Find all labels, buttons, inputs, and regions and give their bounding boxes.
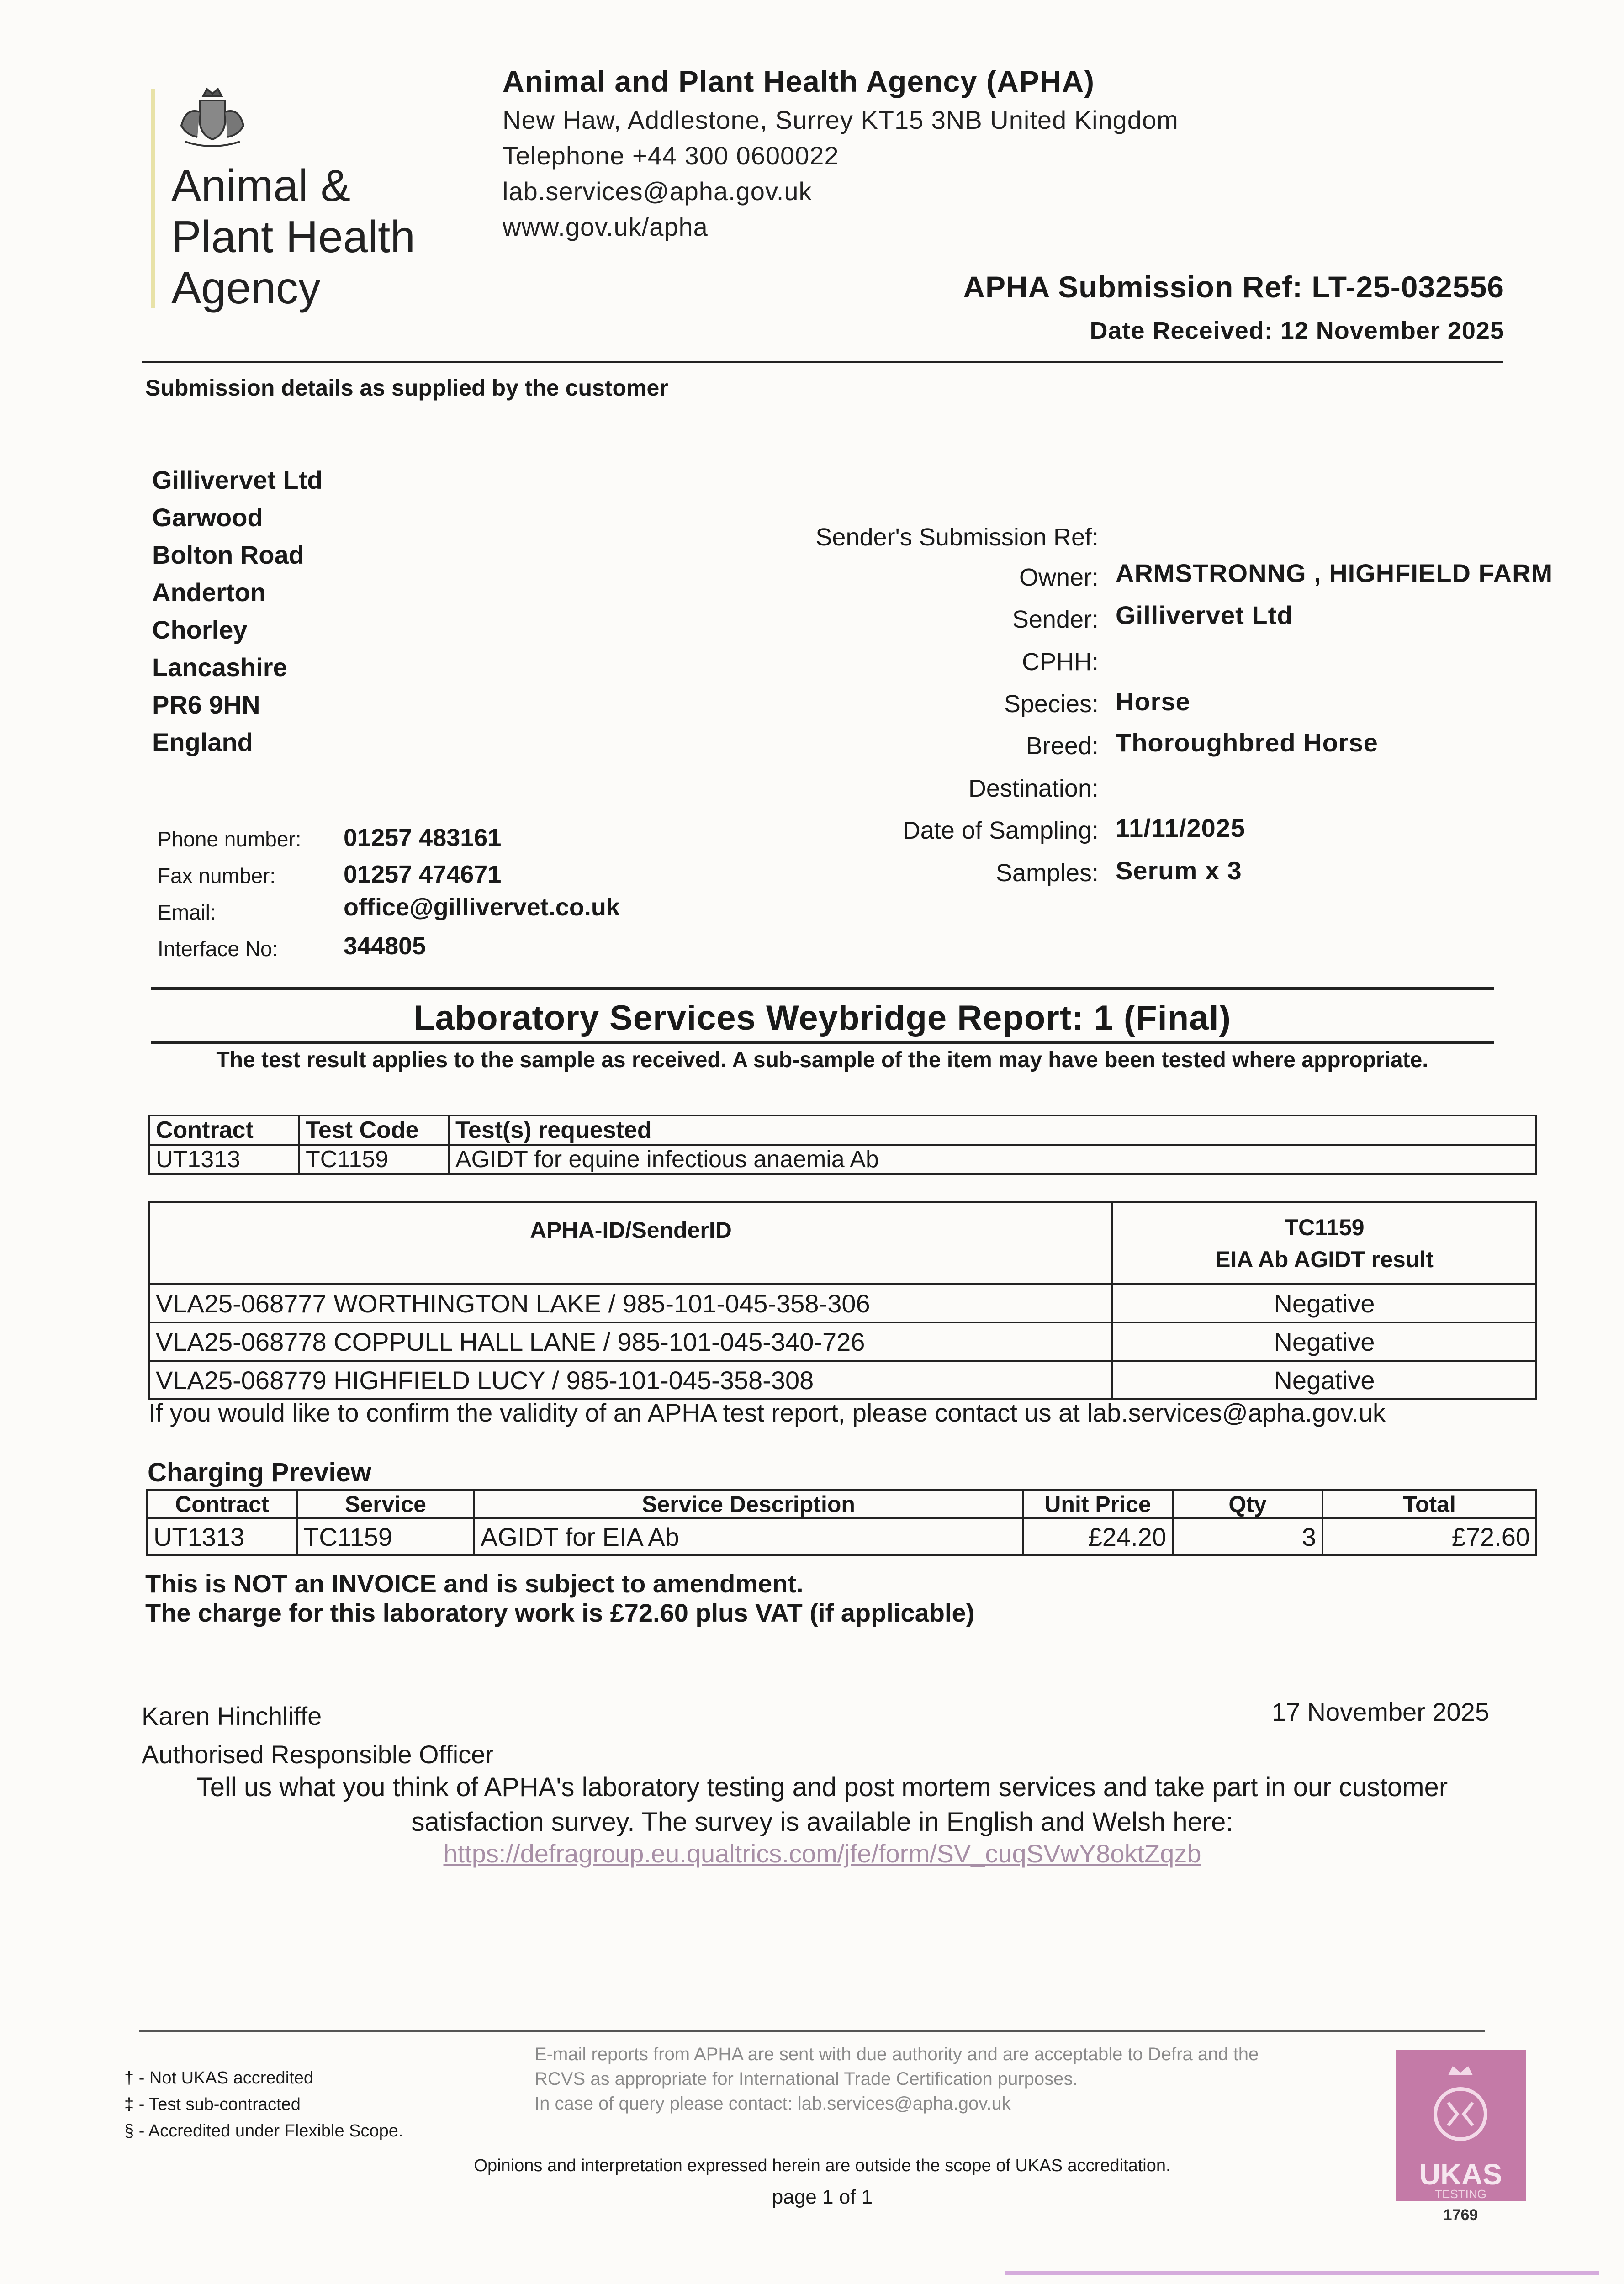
address-line: England <box>152 728 253 756</box>
submission-ref: APHA Submission Ref: LT-25-032556 <box>963 270 1504 304</box>
fax-label: Fax number: <box>158 864 276 888</box>
charge-cell-description: AGIDT for EIA Ab <box>474 1518 1023 1555</box>
email-value: office@gillivervet.co.uk <box>344 894 620 921</box>
fax-value: 01257 474671 <box>344 861 502 888</box>
owner-value: ARMSTRONNG , HIGHFIELD FARM <box>1116 559 1553 587</box>
report-note: The test result applies to the sample as received. A sub-sample of the item may have been tested where appropriate. <box>216 1048 1428 1072</box>
table-row <box>149 1284 1536 1322</box>
table-row <box>149 1145 1536 1174</box>
agency-email: lab.services@apha.gov.uk <box>503 177 812 206</box>
address-line: Bolton Road <box>152 540 304 569</box>
legend-item: § - Accredited under Flexible Scope. <box>124 2121 403 2141</box>
charge-text: The charge for this laboratory work is £72.60 plus VAT (if applicable) <box>145 1598 975 1627</box>
senders-ref-label: Sender's Submission Ref: <box>815 523 1099 551</box>
signatory-role: Authorised Responsible Officer <box>142 1740 494 1769</box>
ukas-logo <box>1396 2050 1526 2201</box>
report-title: Laboratory Services Weybridge Report: 1 (Final) <box>413 999 1231 1037</box>
charge-cell-service: TC1159 <box>297 1518 474 1555</box>
charge-cell-total: £72.60 <box>1322 1518 1536 1555</box>
email-label: Email: <box>158 900 216 924</box>
result-value: Negative <box>1112 1322 1536 1361</box>
tests-header-requested: Test(s) requested <box>449 1116 1536 1145</box>
survey-link[interactable]: https://defragroup.eu.qualtrics.com/jfe/form/SV_cuqSVwY8oktZqzb <box>443 1839 1201 1868</box>
tests-table <box>148 1115 1537 1175</box>
ukas-sub: TESTING <box>1435 2187 1486 2201</box>
submission-heading: Submission details as supplied by the customer <box>145 375 668 401</box>
charge-cell-contract: UT1313 <box>147 1518 297 1555</box>
sampling-date-value: 11/11/2025 <box>1116 814 1246 842</box>
samples-label: Samples: <box>995 859 1099 887</box>
results-header-id: APHA-ID/SenderID <box>149 1202 1112 1284</box>
address-line: PR6 9HN <box>152 690 260 719</box>
charge-cell-unit-price: £24.20 <box>1023 1518 1173 1555</box>
tests-header-contract: Contract <box>149 1116 299 1145</box>
charge-header-unit-price: Unit Price <box>1023 1490 1173 1518</box>
agency-address: New Haw, Addlestone, Surrey KT15 3NB United Kingdom <box>503 106 1179 134</box>
logo-divider <box>151 89 155 308</box>
species-value: Horse <box>1116 687 1190 716</box>
cphh-label: CPHH: <box>1021 648 1099 676</box>
footer-legend <box>124 2065 403 2144</box>
result-id: VLA25-068777 WORTHINGTON LAKE / 985-101-045-358-306 <box>149 1284 1112 1322</box>
breed-label: Breed: <box>1026 732 1099 760</box>
result-value: Negative <box>1112 1284 1536 1322</box>
address-line: Gillivervet Ltd <box>152 465 323 494</box>
bottom-edge-strip <box>1005 2271 1599 2275</box>
validity-text: If you would like to confirm the validity of an APHA test report, please contact us at lab.services@apha.gov.uk <box>148 1398 1386 1427</box>
royal-crest-icon <box>171 85 254 153</box>
charging-title: Charging Preview <box>148 1458 371 1487</box>
phone-label: Phone number: <box>158 827 302 851</box>
sampling-date-label: Date of Sampling: <box>902 817 1099 844</box>
table-row <box>149 1322 1536 1361</box>
signatory-name: Karen Hinchliffe <box>142 1702 322 1730</box>
legend-item: † - Not UKAS accredited <box>124 2068 313 2088</box>
charge-header-contract: Contract <box>147 1490 297 1518</box>
phone-value: 01257 483161 <box>344 824 502 851</box>
result-id: VLA25-068779 HIGHFIELD LUCY / 985-101-045-358-308 <box>149 1361 1112 1399</box>
sender-value: Gillivervet Ltd <box>1116 601 1293 629</box>
legend-item: ‡ - Test sub-contracted <box>124 2095 301 2114</box>
address-line: Anderton <box>152 578 266 607</box>
ukas-number: 1769 <box>1443 2206 1478 2224</box>
invoice-notice <box>145 1569 974 1628</box>
breed-value: Thoroughbred Horse <box>1116 728 1378 757</box>
query-notice: In case of query please contact: lab.services@apha.gov.uk <box>534 2094 1011 2114</box>
species-label: Species: <box>1004 690 1099 718</box>
opinions-text: Opinions and interpretation expressed herein are outside the scope of UKAS accreditation. <box>474 2156 1171 2175</box>
owner-label: Owner: <box>1019 564 1099 591</box>
samples-value: Serum x 3 <box>1116 856 1242 885</box>
address-line: Lancashire <box>152 653 287 682</box>
interface-value: 344805 <box>344 932 426 960</box>
report-bottom-rule <box>151 1041 1494 1044</box>
charge-cell-qty: 3 <box>1173 1518 1322 1555</box>
page-number: page 1 of 1 <box>772 2186 873 2208</box>
destination-label: Destination: <box>968 775 1099 802</box>
address-line: Chorley <box>152 615 248 644</box>
results-header-code: TC1159 <box>1284 1214 1365 1240</box>
interface-label: Interface No: <box>158 937 278 961</box>
result-value: Negative <box>1112 1361 1536 1399</box>
charge-header-total: Total <box>1322 1490 1536 1518</box>
result-id: VLA25-068778 COPPULL HALL LANE / 985-101-045-340-726 <box>149 1322 1112 1361</box>
footer-notice <box>534 2042 1265 2116</box>
report-top-rule <box>151 987 1494 990</box>
charge-header-description: Service Description <box>474 1490 1023 1518</box>
results-header-title: EIA Ab AGIDT result <box>1215 1246 1434 1272</box>
header-divider <box>142 361 1503 363</box>
table-row <box>147 1518 1536 1555</box>
address-line: Garwood <box>152 503 263 532</box>
agency-title: Animal and Plant Health Agency (APHA) <box>503 64 1095 98</box>
sender-label: Sender: <box>1012 606 1099 633</box>
tests-cell-requested: AGIDT for equine infectious anaemia Ab <box>449 1145 1536 1174</box>
email-notice: E-mail reports from APHA are sent with due authority and are acceptable to Defra and the RCVS as appropriate for International Trade Certification purposes. <box>534 2044 1259 2089</box>
not-invoice-text: This is NOT an INVOICE and is subject to amendment. <box>145 1569 804 1598</box>
ukas-label: UKAS <box>1419 2158 1502 2191</box>
tests-cell-code: TC1159 <box>299 1145 449 1174</box>
charge-header-service: Service <box>297 1490 474 1518</box>
date-received: Date Received: 12 November 2025 <box>1090 317 1504 344</box>
report-date: 17 November 2025 <box>1271 1697 1489 1726</box>
charge-header-qty: Qty <box>1173 1490 1322 1518</box>
tests-cell-contract: UT1313 <box>149 1145 299 1174</box>
results-header-result <box>1112 1202 1536 1284</box>
tests-header-code: Test Code <box>299 1116 449 1145</box>
footer-divider <box>139 2030 1485 2032</box>
agency-logo-text: Animal & Plant Health Agency <box>171 160 415 313</box>
customer-address <box>152 461 323 761</box>
survey-text: Tell us what you think of APHA's laboratory testing and post mortem services and take part in our customer satisfaction survey. The survey is available in English and Welsh here: <box>196 1772 1448 1837</box>
signature-block <box>142 1697 494 1774</box>
agency-telephone: Telephone +44 300 0600022 <box>503 141 839 170</box>
results-table <box>148 1201 1537 1400</box>
agency-website: www.gov.uk/apha <box>503 212 708 241</box>
table-row <box>149 1361 1536 1399</box>
charging-table <box>146 1489 1537 1556</box>
